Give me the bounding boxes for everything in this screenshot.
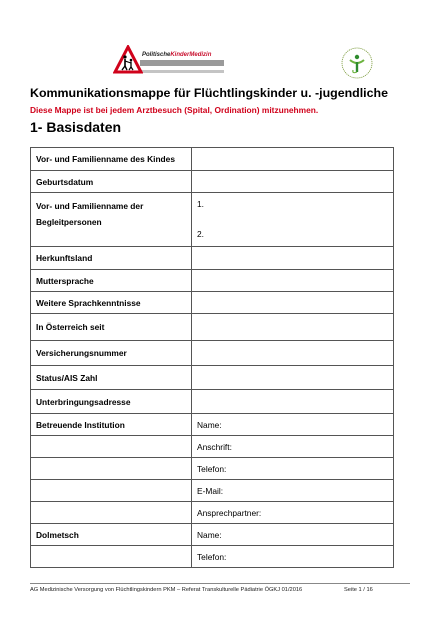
section-heading: 1- Basisdaten <box>30 119 122 135</box>
row-label: Unterbringungsadresse <box>31 390 192 414</box>
row-value-field[interactable] <box>192 314 394 341</box>
society-seal-logo-icon <box>340 46 374 80</box>
document-title: Kommunikationsmappe für Flüchtlingskinder u. -jugendliche <box>30 86 388 100</box>
footer-divider <box>30 583 410 584</box>
row-label <box>31 193 192 247</box>
interpreter-phone-field[interactable]: Telefon: <box>192 546 394 568</box>
row-value-field[interactable] <box>192 193 394 247</box>
row-value-field[interactable] <box>192 341 394 366</box>
institution-address-field[interactable]: Anschrift: <box>192 436 394 458</box>
row-label: Dolmetsch <box>31 524 192 546</box>
table-row <box>31 414 394 436</box>
row-value-field[interactable] <box>192 171 394 193</box>
table-row <box>31 436 394 458</box>
table-row <box>31 193 394 247</box>
institution-name-field[interactable]: Name: <box>192 414 394 436</box>
row-label <box>31 546 192 568</box>
row-label <box>31 436 192 458</box>
row-label <box>31 480 192 502</box>
table-row <box>31 341 394 366</box>
interpreter-name-field[interactable]: Name: <box>192 524 394 546</box>
table-row <box>31 171 394 193</box>
row-label: Weitere Sprachkenntnisse <box>31 292 192 314</box>
institution-phone-field[interactable]: Telefon: <box>192 458 394 480</box>
footer-text: AG Medizinische Versorgung von Flüchtlingskindern PKM – Referat Transkulturelle Pädiatrie ÖGKJ 01/2016 <box>30 587 303 593</box>
row-value-field[interactable] <box>192 247 394 270</box>
row-label: In Österreich seit <box>31 314 192 341</box>
row-label: Status/AIS Zahl <box>31 366 192 390</box>
table-row <box>31 502 394 524</box>
page-number: Seite 1 / 16 <box>344 587 373 593</box>
logo-bar <box>140 60 224 66</box>
row-value-field[interactable] <box>192 366 394 390</box>
table-row <box>31 480 394 502</box>
row-value-field[interactable] <box>192 390 394 414</box>
table-row <box>31 458 394 480</box>
table-row <box>31 270 394 292</box>
table-row <box>31 292 394 314</box>
row-label: Herkunftsland <box>31 247 192 270</box>
row-value-field[interactable] <box>192 292 394 314</box>
row-label: Versicherungsnummer <box>31 341 192 366</box>
companion-2-field[interactable]: 2. <box>197 229 204 239</box>
companion-1-field[interactable]: 1. <box>197 199 204 209</box>
institution-contact-field[interactable]: Ansprechpartner: <box>192 502 394 524</box>
document-subtitle: Diese Mappe ist bei jedem Arztbesuch (Spital, Ordination) mitzunehmen. <box>30 105 319 115</box>
row-label <box>31 502 192 524</box>
row-label: Geburtsdatum <box>31 171 192 193</box>
logo-wordmark: PolitischeKinderMedizin <box>142 52 212 58</box>
logo-bar-secondary <box>140 70 224 73</box>
warning-triangle-logo-icon <box>113 45 143 75</box>
basic-data-table <box>30 147 394 568</box>
row-label <box>31 458 192 480</box>
row-label: Muttersprache <box>31 270 192 292</box>
row-label-line-1: Vor- und Familienname der <box>36 201 144 211</box>
table-row <box>31 314 394 341</box>
row-value-field[interactable] <box>192 148 394 171</box>
table-row <box>31 546 394 568</box>
table-row <box>31 366 394 390</box>
table-row <box>31 524 394 546</box>
institution-email-field[interactable]: E-Mail: <box>192 480 394 502</box>
row-label: Betreuende Institution <box>31 414 192 436</box>
row-label-line-2: Begleitpersonen <box>36 217 102 227</box>
row-label: Vor- und Familienname des Kindes <box>31 148 192 171</box>
row-value-field[interactable] <box>192 270 394 292</box>
table-row <box>31 390 394 414</box>
table-row <box>31 148 394 171</box>
table-row <box>31 247 394 270</box>
